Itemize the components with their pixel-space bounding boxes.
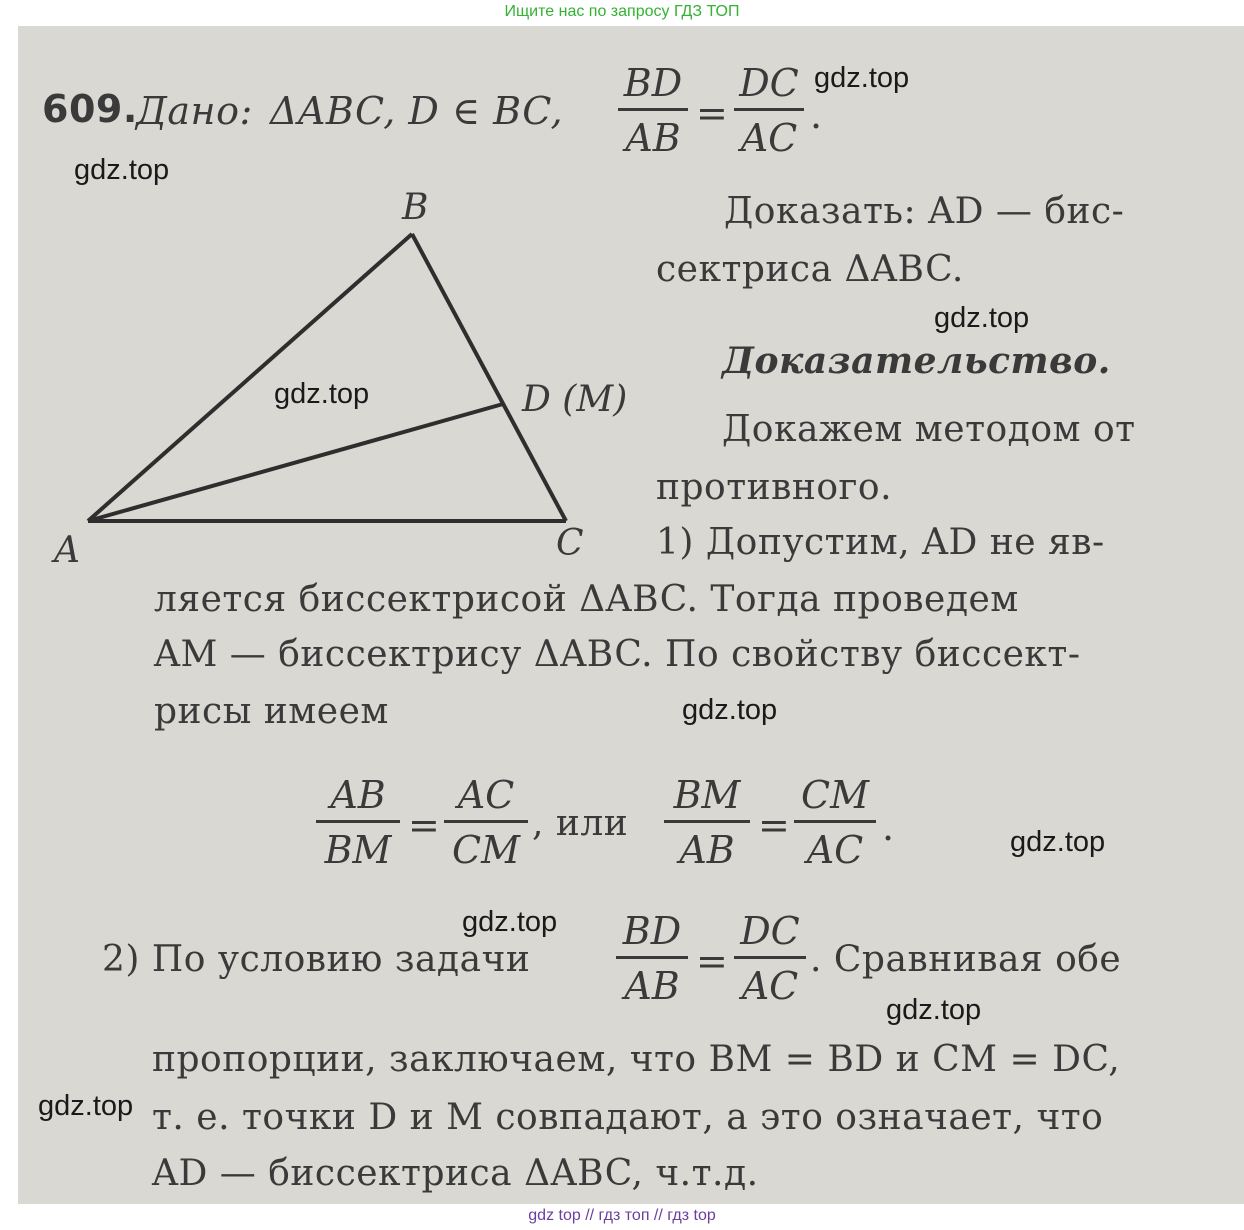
- equals-sign: =: [408, 803, 440, 847]
- fraction-bar: [316, 820, 400, 823]
- watermark: gdz.top: [462, 906, 558, 938]
- equals-sign: =: [696, 939, 728, 983]
- given-prefix: Дано:: [136, 89, 253, 133]
- problem-number: 609.: [42, 87, 138, 131]
- watermark: gdz.top: [274, 378, 370, 410]
- watermark: gdz.top: [682, 694, 778, 726]
- fraction-ac-cm: [444, 773, 528, 872]
- or-text: , или: [532, 803, 629, 844]
- fraction-bar: [444, 820, 528, 823]
- step1-line-3: AM — биссектрису ΔABC. По свойству биссект-: [154, 634, 1081, 675]
- equals-sign: =: [758, 803, 790, 847]
- fraction-ab-bm: [316, 773, 400, 872]
- method-line-1: Докажем методом от: [722, 409, 1136, 450]
- watermark: gdz.top: [74, 154, 170, 186]
- segment-ad: [88, 404, 503, 521]
- watermark: gdz.top: [38, 1090, 134, 1122]
- step2-fraction-bd-ab: [616, 909, 688, 1008]
- fraction-bm-ab: [664, 773, 750, 872]
- fraction-numerator: AB: [330, 773, 386, 817]
- footer-links[interactable]: gdz top // гдз топ // гдз top: [528, 1207, 716, 1224]
- step2-line-3: т. е. точки D и M совпадают, а это означает, что: [152, 1097, 1104, 1138]
- fraction-denominator: BM: [324, 828, 392, 872]
- fraction-denominator: CM: [452, 828, 520, 872]
- fraction-numerator: BD: [622, 909, 682, 953]
- top-banner[interactable]: Ищите нас по запросу ГДЗ ТОП: [504, 3, 740, 20]
- fraction-numerator: BD: [623, 61, 683, 105]
- fraction-numerator: BM: [673, 773, 741, 817]
- step1-line-1: 1) Допустим, AD не яв-: [656, 522, 1105, 563]
- fraction-denominator: AC: [806, 828, 864, 872]
- fraction-denominator: AC: [740, 116, 798, 160]
- fraction-denominator: AB: [679, 828, 735, 872]
- step2-line-2: пропорции, заключаем, что BM = BD и CM = DC,: [152, 1039, 1121, 1080]
- fraction-numerator: DC: [739, 61, 799, 105]
- watermark: gdz.top: [814, 62, 910, 94]
- fraction-cm-ac: [794, 773, 876, 872]
- fraction-bar: [734, 956, 806, 959]
- vertex-label-c: C: [556, 523, 584, 564]
- watermark: gdz.top: [886, 994, 982, 1026]
- fraction-denominator: AB: [625, 116, 681, 160]
- prove-line-1: Доказать: AD — бис-: [724, 191, 1125, 232]
- vertex-label-b: B: [402, 187, 429, 228]
- step1-line-4: рисы имеем: [154, 691, 389, 732]
- watermark: gdz.top: [934, 302, 1030, 334]
- side-bc: [412, 234, 566, 521]
- fraction-numerator: DC: [740, 909, 800, 953]
- given-statement: ΔABC, D ∈ BC,: [270, 89, 564, 133]
- fraction-numerator: AC: [457, 773, 515, 817]
- step2-line-4: AD — биссектриса ΔABC, ч.т.д.: [152, 1153, 759, 1194]
- fraction-denominator: AB: [624, 964, 680, 1008]
- fraction-denominator: AC: [741, 964, 799, 1008]
- method-line-2: противного.: [656, 467, 893, 508]
- fraction-bar: [616, 956, 688, 959]
- given-period: .: [810, 93, 823, 137]
- step2-fraction-dc-ac: [734, 909, 806, 1008]
- equals-sign: =: [696, 91, 728, 135]
- formula-period: .: [882, 805, 895, 849]
- vertex-label-a: A: [54, 530, 80, 571]
- point-label-d-m: D (M): [522, 379, 628, 420]
- fraction-bar: [664, 820, 750, 823]
- fraction-bar: [794, 820, 876, 823]
- step1-line-2: ляется биссектрисой ΔABC. Тогда проведем: [154, 579, 1019, 620]
- watermark: gdz.top: [1010, 826, 1106, 858]
- prove-line-2: сектриса ΔABC.: [656, 249, 964, 290]
- step2-label: 2) По условию задачи: [102, 939, 531, 980]
- fraction-numerator: CM: [801, 773, 869, 817]
- step2-rest: . Сравнивая обе: [810, 939, 1122, 980]
- proof-title: Доказательство.: [722, 340, 1111, 382]
